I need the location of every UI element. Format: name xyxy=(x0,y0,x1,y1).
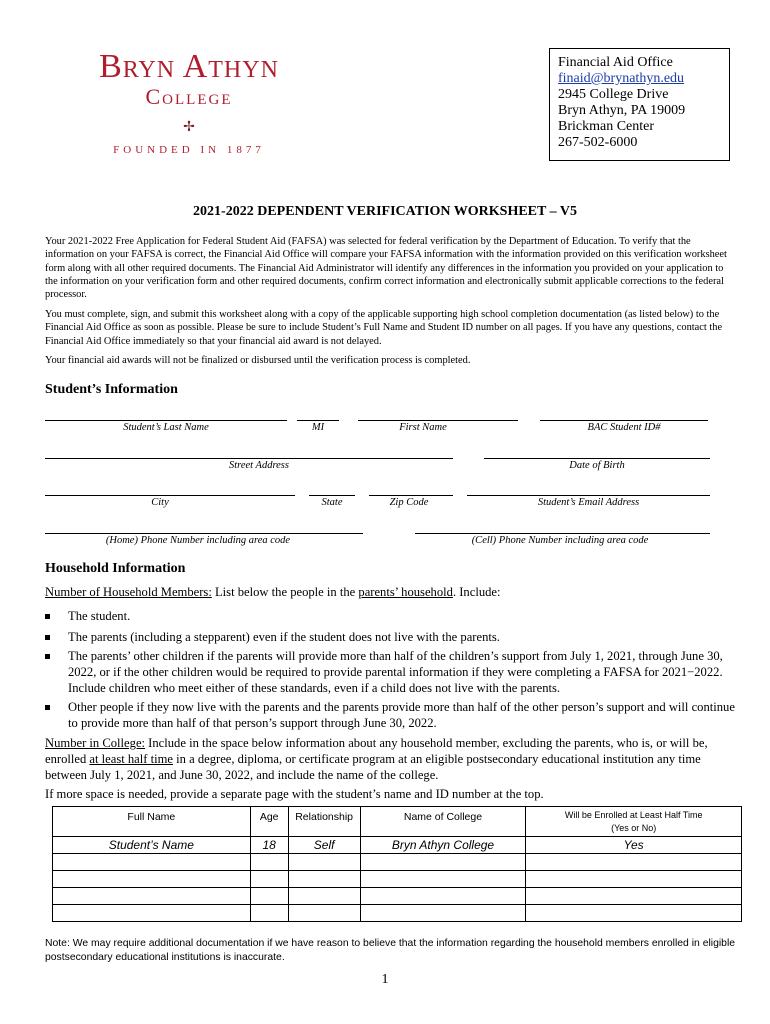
last-name-field[interactable] xyxy=(45,420,287,421)
household-table xyxy=(52,806,742,922)
email-address-field[interactable] xyxy=(467,495,710,496)
table-cell[interactable]: Bryn Athyn College xyxy=(360,837,526,854)
zip-code-label: Zip Code xyxy=(389,497,429,508)
header-full-name: Full Name xyxy=(53,807,251,837)
city-field[interactable] xyxy=(45,495,295,496)
table-cell[interactable]: Self xyxy=(288,837,360,854)
home-phone-field[interactable] xyxy=(45,533,363,534)
first-name-label: First Name xyxy=(399,422,447,433)
intro-paragraph-2: You must complete, sign, and submit this worksheet along with a copy of the applicable supporting high school completion documentation (as listed below) to the Financial Aid Office as soon as possible. Please be sure to include Student’s Full Name and Student ID number on all pages. If you have any questions, contact the Financial Aid Office immediately so that your financial aid award is not delayed. xyxy=(45,309,723,347)
mi-label: MI xyxy=(311,422,325,433)
contact-box xyxy=(549,48,730,161)
header-enrollment-line-1: Will be Enrolled at Least Half Time xyxy=(564,810,703,820)
college-logo xyxy=(64,50,314,156)
household-members-text-a: List below the people in the xyxy=(211,585,359,599)
contact-street: 2945 College Drive xyxy=(558,87,669,102)
table-cell[interactable] xyxy=(288,888,360,905)
page-title: 2021-2022 DEPENDENT VERIFICATION WORKSHEET – V5 xyxy=(193,204,577,219)
bullet-icon xyxy=(45,635,50,640)
date-of-birth-label: Date of Birth xyxy=(569,460,625,471)
first-name-field[interactable] xyxy=(358,420,518,421)
half-time-text: at least half time xyxy=(89,752,173,766)
cell-phone-field[interactable] xyxy=(415,533,710,534)
contact-phone: 267-502-6000 xyxy=(558,135,638,150)
logo-line-2: College xyxy=(145,84,233,109)
student-id-label: BAC Student ID# xyxy=(587,422,661,433)
intro-paragraph-1: Your 2021-2022 Free Application for Federal Student Aid (FAFSA) was selected for federal verification by the Department of Education. To verify that the information on your FAFSA is correct, the Financial Aid Office will compare your FAFSA information with the information provided on this verification worksheet form along with all other required documents. The Financial Aid Administrator will identify any differences in the information you provided on your application to the information on your verification form and other required documents, confirm correct information and electronically submit applicable corrections to the federal processor. xyxy=(45,236,727,301)
number-in-college-label: Number in College: xyxy=(45,736,146,750)
table-cell[interactable] xyxy=(53,905,251,922)
table-cell[interactable] xyxy=(288,854,360,871)
header-enrollment-line-2: (Yes or No) xyxy=(611,823,657,833)
household-info-heading: Household Information xyxy=(45,561,186,576)
table-cell[interactable] xyxy=(53,854,251,871)
state-label: State xyxy=(321,497,343,508)
household-members-text-b: . Include: xyxy=(452,585,501,599)
footnote: Note: We may require additional documentation if we have reason to believe that the information regarding the household members enrolled in eligible postsecondary educational institutions is inaccurate. xyxy=(45,938,736,963)
cross-icon: ✢ xyxy=(183,120,195,135)
table-cell[interactable] xyxy=(250,905,288,922)
table-cell[interactable] xyxy=(250,888,288,905)
table-cell[interactable] xyxy=(250,871,288,888)
contact-email-link[interactable]: finaid@brynathyn.edu xyxy=(558,71,685,86)
table-cell[interactable] xyxy=(250,854,288,871)
header-college: Name of College xyxy=(360,807,526,837)
header-age: Age xyxy=(250,807,288,837)
table-row xyxy=(53,837,742,854)
logo-line-1: Bryn Athyn xyxy=(99,48,279,85)
zip-code-field[interactable] xyxy=(369,495,453,496)
intro-paragraph-3: Your financial aid awards will not be finalized or disbursed until the verification process is completed. xyxy=(45,355,471,366)
table-row xyxy=(53,888,742,905)
bullet-icon xyxy=(45,614,50,619)
table-row xyxy=(53,871,742,888)
page-number: 1 xyxy=(381,972,389,987)
household-members-text xyxy=(45,584,735,600)
table-cell[interactable] xyxy=(360,854,526,871)
parents-household-text: parents’ household xyxy=(358,585,453,599)
table-cell[interactable] xyxy=(288,905,360,922)
table-cell[interactable]: Student’s Name xyxy=(53,837,251,854)
last-name-label: Student’s Last Name xyxy=(123,422,209,433)
household-members-label: Number of Household Members: xyxy=(45,585,212,599)
street-address-label: Street Address xyxy=(229,460,289,471)
email-address-label: Student’s Email Address xyxy=(537,497,640,508)
mi-field[interactable] xyxy=(297,420,339,421)
table-cell[interactable] xyxy=(526,905,742,922)
table-cell[interactable] xyxy=(53,871,251,888)
table-row xyxy=(53,854,742,871)
city-label: City xyxy=(151,497,169,508)
list-item-text: The parents (including a stepparent) even if the student does not live with the parents. xyxy=(68,630,500,644)
table-cell[interactable] xyxy=(53,888,251,905)
contact-city: Bryn Athyn, PA 19009 xyxy=(558,103,686,118)
contact-office: Financial Aid Office xyxy=(558,55,673,70)
list-item-text: Other people if they now live with the parents and the parents provide more than half of the other person’s support and will continue to provide more than half of that person’s support through June 30, 2022. xyxy=(68,700,735,730)
table-header-row xyxy=(53,807,742,837)
cell-phone-label: (Cell) Phone Number including area code xyxy=(471,535,649,546)
table-cell[interactable] xyxy=(526,854,742,871)
table-cell[interactable]: 18 xyxy=(250,837,288,854)
bullet-icon xyxy=(45,654,50,659)
state-field[interactable] xyxy=(309,495,355,496)
bullet-icon xyxy=(45,705,50,710)
table-cell[interactable] xyxy=(360,871,526,888)
table-row xyxy=(53,905,742,922)
number-in-college-text-a: Include in the space below information about any household member, excluding the parents, who is, or will be, enrolled xyxy=(45,736,708,766)
list-item-text: The student. xyxy=(68,609,131,623)
student-info-heading: Student’s Information xyxy=(45,382,178,397)
date-of-birth-field[interactable] xyxy=(484,458,710,459)
table-cell[interactable] xyxy=(526,871,742,888)
contact-building: Brickman Center xyxy=(558,119,655,134)
home-phone-label: (Home) Phone Number including area code xyxy=(105,535,291,546)
number-in-college-text-b: in a degree, diploma, or certificate program at an eligible postsecondary educational institution any time between July 1, 2021, and June 30, 2022, and include the name of the college. xyxy=(45,752,701,782)
street-address-field[interactable] xyxy=(45,458,453,459)
student-id-field[interactable] xyxy=(540,420,708,421)
table-cell[interactable]: Yes xyxy=(526,837,742,854)
table-cell[interactable] xyxy=(288,871,360,888)
header-enrollment xyxy=(526,807,742,837)
table-cell[interactable] xyxy=(526,888,742,905)
logo-founded: FOUNDED IN 1877 xyxy=(113,144,265,156)
more-space-text: If more space is needed, provide a separate page with the student’s name and ID number at the top. xyxy=(45,787,544,801)
table-cell[interactable] xyxy=(360,905,526,922)
header-relationship: Relationship xyxy=(288,807,360,837)
table-cell[interactable] xyxy=(360,888,526,905)
number-in-college-text xyxy=(45,735,735,783)
list-item-text: The parents’ other children if the parents will provide more than half of the children’s support from July 1, 2021, through June 30, 2022, or if the other children would be required to provide parental information if they were completing a FAFSA for 2021−2022. Include children who meet either of these standards, even if a child does not live with the parents. xyxy=(68,649,723,695)
